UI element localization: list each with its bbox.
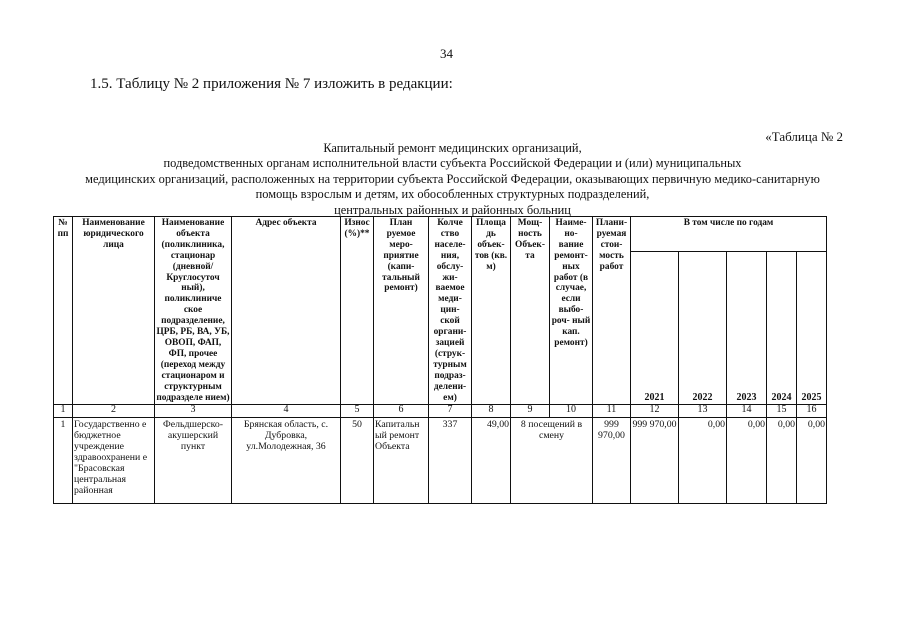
caption-line: подведомственных органам исполнительной власти субъекта Российской Федерации и (или) муниципальных	[163, 156, 742, 171]
col-header-object: Наименование объекта (поликлиника, стационар (дневной/ Круглосуточ ный), поликлиниче ское подразделение, ЦРБ, РБ, ВА, УБ, ОВОП, ФАП, ФП, прочее (переход между стационаром и структурным подразделе нием)	[155, 217, 232, 405]
year-header: 2024	[767, 252, 797, 405]
caption-line: центральных районных и районных больниц	[334, 202, 571, 217]
col-header-work-name: Наиме- но- вание ремонт- ных работ (в случае, если выбо- роч- ный кап. ремонт)	[550, 217, 593, 405]
col-header-area: Площа дь объек- тов (кв. м)	[472, 217, 511, 405]
population-cell: 337	[429, 418, 472, 504]
column-number: 15	[767, 405, 797, 418]
col-header-number: № пп	[54, 217, 73, 405]
address-cell: Брянская область, с. Дубровка, ул.Молодежная, 36	[232, 418, 341, 504]
capacity-cell: 8 посещений в смену	[511, 418, 593, 504]
column-number: 3	[155, 405, 232, 418]
year-header: 2025	[797, 252, 827, 405]
table-caption	[50, 141, 855, 218]
header-row	[54, 217, 827, 252]
col-header-wear: Износ (%)**	[341, 217, 374, 405]
measure-cell: Капитальн ый ремонт Объекта	[374, 418, 429, 504]
year-2023-cell: 0,00	[727, 418, 767, 504]
amendment-intro: 1.5. Таблицу № 2 приложения № 7 изложить в редакции:	[90, 76, 453, 92]
column-number: 5	[341, 405, 374, 418]
planned-cost-cell: 999 970,00	[593, 418, 631, 504]
column-number: 6	[374, 405, 429, 418]
legal-entity-cell: Государственно е бюджетное учреждение здравоохранени е "Брасовская центральная районная	[73, 418, 155, 504]
column-number: 8	[472, 405, 511, 418]
column-number: 4	[232, 405, 341, 418]
column-number: 13	[679, 405, 727, 418]
object-cell: Фельдшерско- акушерский пункт	[155, 418, 232, 504]
year-2022-cell: 0,00	[679, 418, 727, 504]
year-2024-cell: 0,00	[767, 418, 797, 504]
table-row	[54, 418, 827, 504]
col-header-measure: План руемое меро- приятие (капи- тальный ремонт)	[374, 217, 429, 405]
year-header: 2021	[631, 252, 679, 405]
column-number: 14	[727, 405, 767, 418]
column-number: 7	[429, 405, 472, 418]
col-header-address: Адрес объекта	[232, 217, 341, 405]
repair-table	[53, 216, 827, 504]
col-header-population: Колче ство населе- ния, обслу- жи- ваемое меди- цин- ской органи- зацией (струк- турным подраз- делени- ем)	[429, 217, 472, 405]
column-number: 11	[593, 405, 631, 418]
area-cell: 49,00	[472, 418, 511, 504]
year-2021-cell: 999 970,00	[631, 418, 679, 504]
col-header-legal-entity: Наименование юридического лица	[73, 217, 155, 405]
column-number-row	[54, 405, 827, 418]
page-number: 34	[440, 46, 453, 61]
caption-line: помощь взрослым и детям, их обособленных структурных подразделений,	[255, 187, 650, 202]
column-number: 12	[631, 405, 679, 418]
table-label: «Таблица № 2	[765, 129, 843, 144]
column-number: 1	[54, 405, 73, 418]
column-number: 16	[797, 405, 827, 418]
column-number: 2	[73, 405, 155, 418]
year-header: 2023	[727, 252, 767, 405]
caption-line: медицинских организаций, расположенных на территории субъекта Российской Федерации, оказывающих первичную медико-санитарную	[85, 171, 820, 186]
col-header-planned-cost: Плани- руемая стои- мость работ	[593, 217, 631, 405]
year-header: 2022	[679, 252, 727, 405]
col-header-years: В том числе по годам	[631, 217, 827, 252]
wear-cell: 50	[341, 418, 374, 504]
column-number: 9	[511, 405, 550, 418]
caption-line: Капитальный ремонт медицинских организаций,	[323, 141, 582, 155]
col-header-capacity: Мощ- ность Объек- та	[511, 217, 550, 405]
row-number: 1	[54, 418, 73, 504]
column-number: 10	[550, 405, 593, 418]
year-2025-cell: 0,00	[797, 418, 827, 504]
